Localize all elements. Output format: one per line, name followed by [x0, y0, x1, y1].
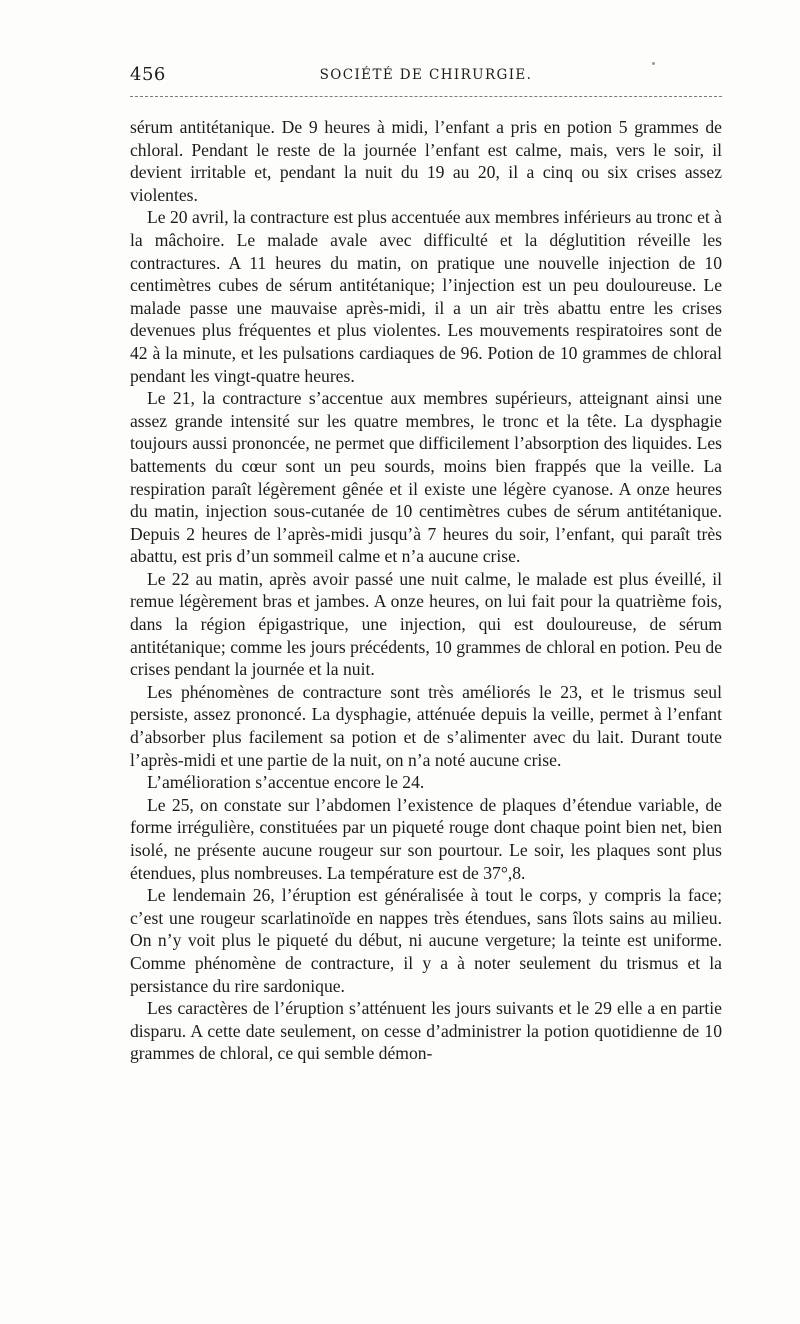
- paragraph: Le lendemain 26, l’éruption est généralisée à tout le corps, y compris la face; c’est une rougeur scarlatinoïde en nappes très étendues, sans îlots sains au milieu. On n’y voit plus le piqueté du début, ni aucune vergeture; la teinte est uniforme. Comme phénomène de contracture, il y a à noter seulement du trismus et la persistance du rire sardonique.: [130, 885, 722, 996]
- page-number: 456: [130, 64, 166, 85]
- paragraph: Les caractères de l’éruption s’atténuent les jours suivants et le 29 elle a en partie disparu. A cette date seulement, on cesse d’administrer la potion quotidienne de 10 grammes de chloral, ce qui semble démon-: [130, 998, 722, 1064]
- running-title: SOCIÉTÉ DE CHIRURGIE.: [319, 67, 533, 83]
- paragraph: Le 25, on constate sur l’abdomen l’existence de plaques d’étendue variable, de forme irrégulière, constituées par un piqueté rouge dont chaque point bien net, bien isolé, ne présente aucune rougeur sur son pourtour. Le soir, les plaques sont plus étendues, plus nombreuses. La température est de 37°,8.: [130, 794, 722, 883]
- header-rule: [130, 96, 722, 97]
- paragraph-continued: sérum antitétanique. De 9 heures à midi, l’enfant a pris en potion 5 grammes de chloral. Pendant le reste de la journée l’enfant est calme, mais, vers le soir, il devient irritable et, pendant la nuit du 19 au 20, il a cinq ou six crises assez violentes.: [130, 117, 722, 205]
- body-text: [130, 116, 722, 1065]
- paragraph: Le 21, la contracture s’accentue aux membres supérieurs, atteignant ainsi une assez grande intensité sur les quatre membres, le tronc et la tête. La dysphagie toujours aussi prononcée, ne permet que difficilement l’absorption des liquides. Les battements du cœur sont un peu sourds, moins bien frappés que la veille. La respiration paraît légèrement gênée et il existe une légère cyanose. A onze heures du matin, injection sous-cutanée de 10 centimètres cubes de sérum antitétanique. Depuis 2 heures de l’après-midi jusqu’à 7 heures du soir, l’enfant, qui paraît très abattu, est pris d’un sommeil calme et n’a aucune crise.: [130, 388, 722, 567]
- paragraph: L’amélioration s’accentue encore le 24.: [147, 772, 425, 793]
- paragraph: Les phénomènes de contracture sont très améliorés le 23, et le trismus seul persiste, assez prononcé. La dysphagie, atténuée depuis la veille, permet à l’enfant d’absorber plus facilement sa potion et de s’alimenter avec du lait. Durant toute l’après-midi et une partie de la nuit, on n’a noté aucune crise.: [130, 681, 722, 770]
- paragraph: Le 20 avril, la contracture est plus accentuée aux membres inférieurs au tronc et à la mâchoire. Le malade avale avec difficulté et la déglutition réveille les contractures. A 11 heures du matin, on pratique une nouvelle injection de 10 centimètres cubes de sérum antitétanique; l’injection est un peu douloureuse. Le malade passe une mauvaise après-midi, il a un air très abattu entre les crises devenues plus fréquentes et plus violentes. Les mouvements respiratoires sont de 42 à la minute, et les pulsations cardiaques de 96. Potion de 10 grammes de chloral pendant les vingt-quatre heures.: [130, 207, 722, 386]
- paragraph: Le 22 au matin, après avoir passé une nuit calme, le malade est plus éveillé, il remue légèrement bras et jambes. A onze heures, on lui fait pour la quatrième fois, dans la région épigastrique, une injection, qui est douloureuse, de sérum antitétanique; comme les jours précédents, 10 grammes de chloral en potion. Peu de crises pendant la journée et la nuit.: [130, 568, 722, 680]
- page-header: [130, 64, 722, 90]
